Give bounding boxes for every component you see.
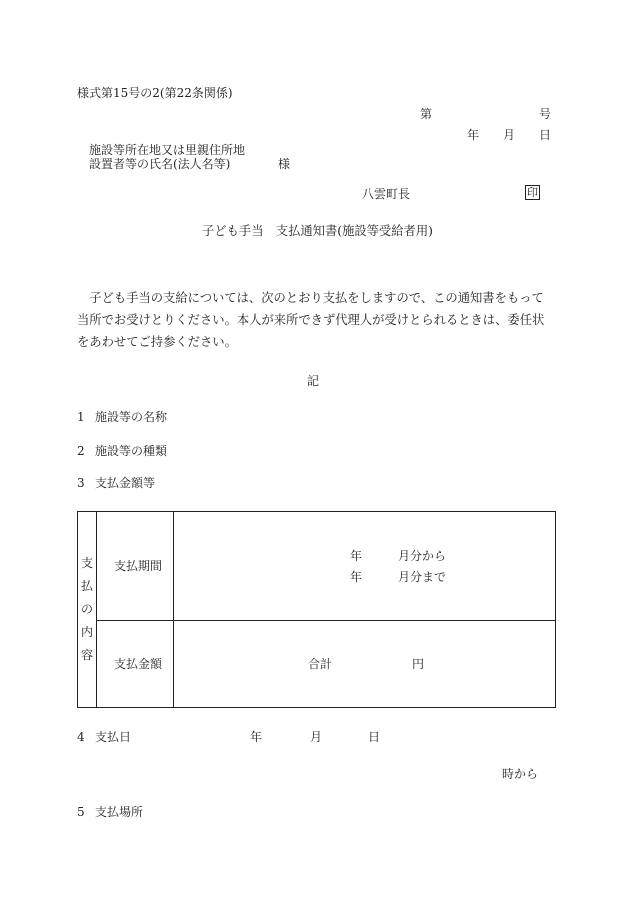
issuer-name: 八雲町長 (362, 187, 411, 201)
item4-day: 日 (368, 730, 381, 744)
table-divider-label (173, 512, 174, 707)
side-header-char: 支 (80, 556, 93, 570)
doc-number-suffix: 号 (539, 107, 552, 121)
table-divider-side (96, 512, 97, 707)
recipient-address-label: 施設等所在地又は里親住所地 (89, 143, 246, 157)
form-id: 様式第15号の2(第22条関係) (77, 86, 233, 100)
item4-year: 年 (250, 730, 263, 744)
item4-time: 時から (502, 767, 539, 781)
item3-label: 支払金額等 (95, 476, 156, 490)
period-label: 支払期間 (114, 559, 163, 573)
item4-number: 4 (77, 730, 85, 744)
side-header-char: 容 (80, 648, 93, 662)
period-from-year: 年 (350, 549, 363, 563)
date-month: 月 (503, 128, 516, 142)
amount-label: 支払金額 (114, 657, 163, 671)
yen-unit: 円 (412, 657, 425, 671)
period-from-month: 月分から (398, 549, 447, 563)
recipient-honorific: 様 (278, 157, 291, 171)
recipient-name-label: 設置者等の氏名(法人名等) (89, 157, 231, 171)
item5-label: 支払場所 (95, 805, 144, 819)
seal-stamp: 印 (527, 186, 538, 199)
item4-label: 支払日 (95, 730, 132, 744)
side-header (78, 512, 96, 707)
item1-label: 施設等の名称 (95, 410, 168, 424)
ki-heading: 記 (307, 374, 320, 388)
document-title: 子ども手当 支払通知書(施設等受給者用) (202, 224, 433, 238)
period-to-year: 年 (350, 570, 363, 584)
item1-number: 1 (77, 410, 85, 424)
side-header-char: 払 (80, 579, 93, 593)
total-label: 合計 (308, 657, 333, 671)
item5-number: 5 (77, 805, 85, 819)
payment-table (77, 511, 556, 708)
period-to-month: 月分まで (398, 570, 447, 584)
item2-number: 2 (77, 444, 85, 458)
side-header-char: 内 (80, 625, 93, 639)
doc-number-prefix: 第 (420, 107, 433, 121)
table-divider-row (96, 620, 555, 621)
item3-number: 3 (77, 476, 85, 490)
item4-month: 月 (310, 730, 323, 744)
date-year: 年 (467, 128, 480, 142)
item2-label: 施設等の種類 (95, 444, 168, 458)
date-day: 日 (539, 128, 552, 142)
body-paragraph: 子ども手当の支給については、次のとおり支払をしますので、この通知書をもって当所でお受けとりください。本人が来所できず代理人が受けとられるときは、委任状をあわせてご持参ください。 (77, 291, 545, 349)
side-header-char: の (80, 602, 93, 616)
